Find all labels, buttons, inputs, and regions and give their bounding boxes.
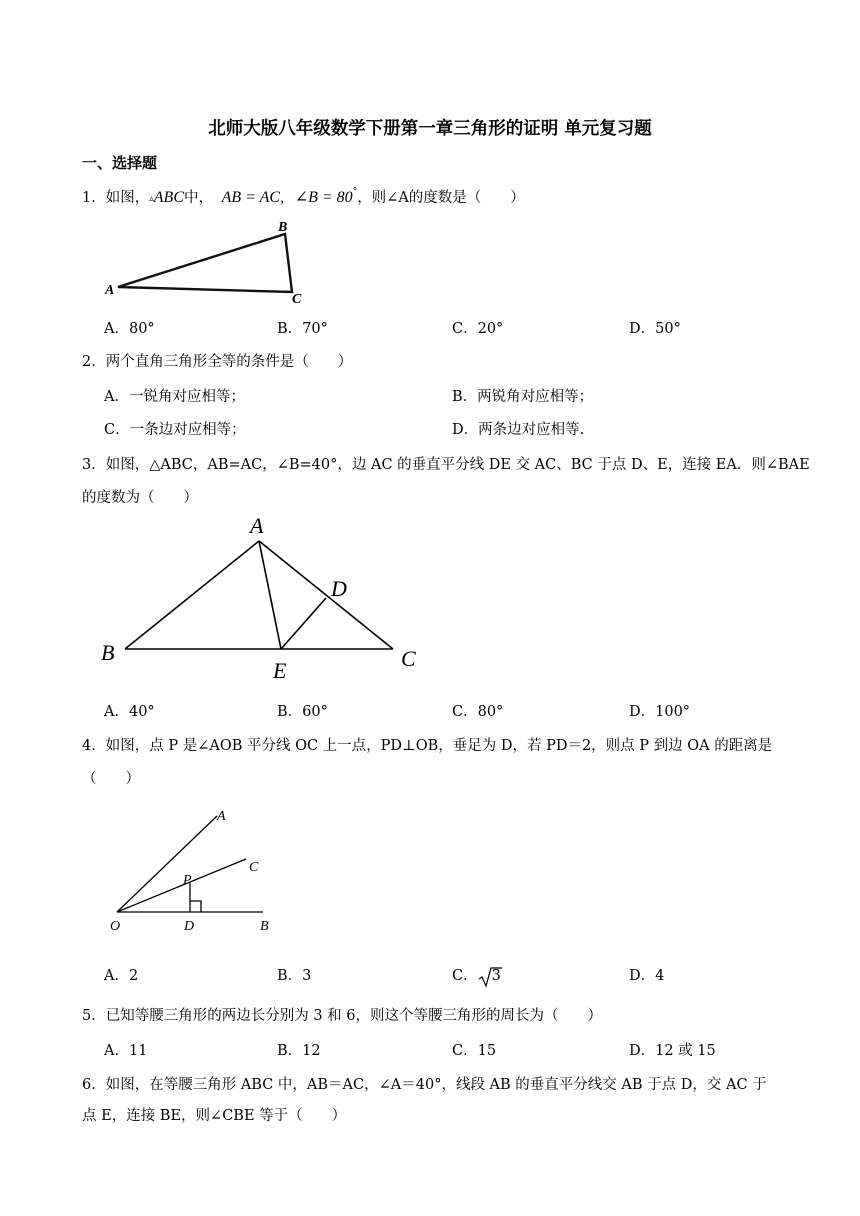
radical-sign-icon xyxy=(478,966,502,988)
q1-option-a[interactable]: A．80° xyxy=(104,321,155,337)
label-c: C xyxy=(249,860,259,875)
question-1-number: 1． xyxy=(82,190,106,206)
q5-option-a[interactable]: A．11 xyxy=(104,1043,148,1059)
ray-oa xyxy=(117,816,217,912)
q1-option-d[interactable]: D．50° xyxy=(629,321,681,337)
question-1-tail: ，则∠A的度数是（ ） xyxy=(357,190,525,206)
vertex-label-c: C xyxy=(292,292,302,307)
vertex-label-b: B xyxy=(278,220,288,235)
label-p: P xyxy=(183,873,192,888)
question-1-mid: 中， xyxy=(183,190,213,206)
label-o: O xyxy=(110,919,121,934)
q2-option-c[interactable]: C．一条边对应相等； xyxy=(104,422,246,438)
question-6-stem-line-2: 点 E，连接 BE，则∠CBE 等于（ ） xyxy=(82,1108,347,1124)
degree-sign: ° xyxy=(352,187,358,197)
right-angle-mark xyxy=(190,901,201,912)
segment-de xyxy=(281,598,326,649)
q1-option-b[interactable]: B．70° xyxy=(277,321,328,337)
triangle-abc: ABC xyxy=(153,189,184,206)
label-a: A xyxy=(217,809,226,824)
q3-option-b[interactable]: B．60° xyxy=(277,704,328,720)
triangle-symbol: ▵ xyxy=(149,194,154,204)
vertex-label-a: A xyxy=(105,283,115,298)
q4-option-c[interactable] xyxy=(452,964,503,985)
q1-triangle-figure xyxy=(95,216,325,310)
segment-ac xyxy=(259,541,393,649)
q2-option-b[interactable]: B．两锐角对应相等； xyxy=(452,389,594,405)
vertex-label-a: A xyxy=(250,513,264,538)
question-3-stem-line-1: 3．如图，△ABC，AB=AC，∠B=40°，边 AC 的垂直平分线 DE 交 AC、BC 于点 D、E，连接 EA．则∠BAE xyxy=(82,457,810,473)
q5-option-b[interactable]: B．12 xyxy=(277,1043,321,1059)
page-title: 北师大版八年级数学下册第一章三角形的证明 单元复习题 xyxy=(208,119,652,139)
q3-option-a[interactable]: A．40° xyxy=(104,704,155,720)
q5-option-d[interactable]: D．12 或 15 xyxy=(629,1043,716,1059)
question-3-stem-line-2: 的度数为（ ） xyxy=(82,490,198,506)
segment-ab xyxy=(125,541,259,649)
question-2-stem: 2．两个直角三角形全等的条件是（ ） xyxy=(82,354,353,370)
q3-option-d[interactable]: D．100° xyxy=(629,704,691,720)
vertex-label-c: C xyxy=(401,646,416,671)
question-4-stem-line-1: 4．如图，点 P 是∠AOB 平分线 OC 上一点，PD⊥OB，垂足为 D，若 PD＝2，则点 P 到边 OA 的距离是 xyxy=(82,738,773,754)
q4-option-b[interactable]: B．3 xyxy=(277,968,312,984)
label-b: B xyxy=(260,919,269,934)
q3-triangle-figure xyxy=(95,510,435,690)
q1-option-c[interactable]: C．20° xyxy=(452,321,504,337)
q5-option-c[interactable]: C．15 xyxy=(452,1043,497,1059)
question-1-intro: 如图， xyxy=(105,190,150,206)
q4-angle-figure xyxy=(105,800,285,940)
radicand: 3 xyxy=(491,968,501,984)
ray-oc xyxy=(117,859,246,912)
question-1-stem xyxy=(82,186,525,207)
segment-ae xyxy=(259,541,281,649)
q4-option-d[interactable]: D．4 xyxy=(629,968,665,984)
vertex-label-e: E xyxy=(273,658,287,683)
q3-option-c[interactable]: C．80° xyxy=(452,704,504,720)
question-5-stem: 5．已知等腰三角形的两边长分别为 3 和 6，则这个等腰三角形的周长为（ ） xyxy=(82,1008,603,1024)
equation-ab-ac: AB = AC, xyxy=(221,189,285,206)
q2-option-a[interactable]: A．一锐角对应相等； xyxy=(104,389,245,405)
q2-option-d[interactable]: D．两条边对应相等. xyxy=(452,422,585,438)
vertex-label-b: B xyxy=(101,640,115,665)
q4-option-a[interactable]: A．2 xyxy=(104,968,139,984)
equation-angle-b: ∠B = 80 xyxy=(294,189,353,206)
section-heading: 一、选择题 xyxy=(82,154,158,172)
vertex-label-d: D xyxy=(331,576,347,601)
question-6-stem-line-1: 6．如图，在等腰三角形 ABC 中，AB＝AC，∠A＝40°，线段 AB 的垂直平分线交 AB 于点 D，交 AC 于 xyxy=(82,1077,767,1093)
question-4-stem-line-2: （ ） xyxy=(82,771,140,787)
label-d: D xyxy=(184,919,195,934)
q4-option-c-prefix: C． xyxy=(452,968,478,984)
sqrt-three xyxy=(478,968,503,984)
